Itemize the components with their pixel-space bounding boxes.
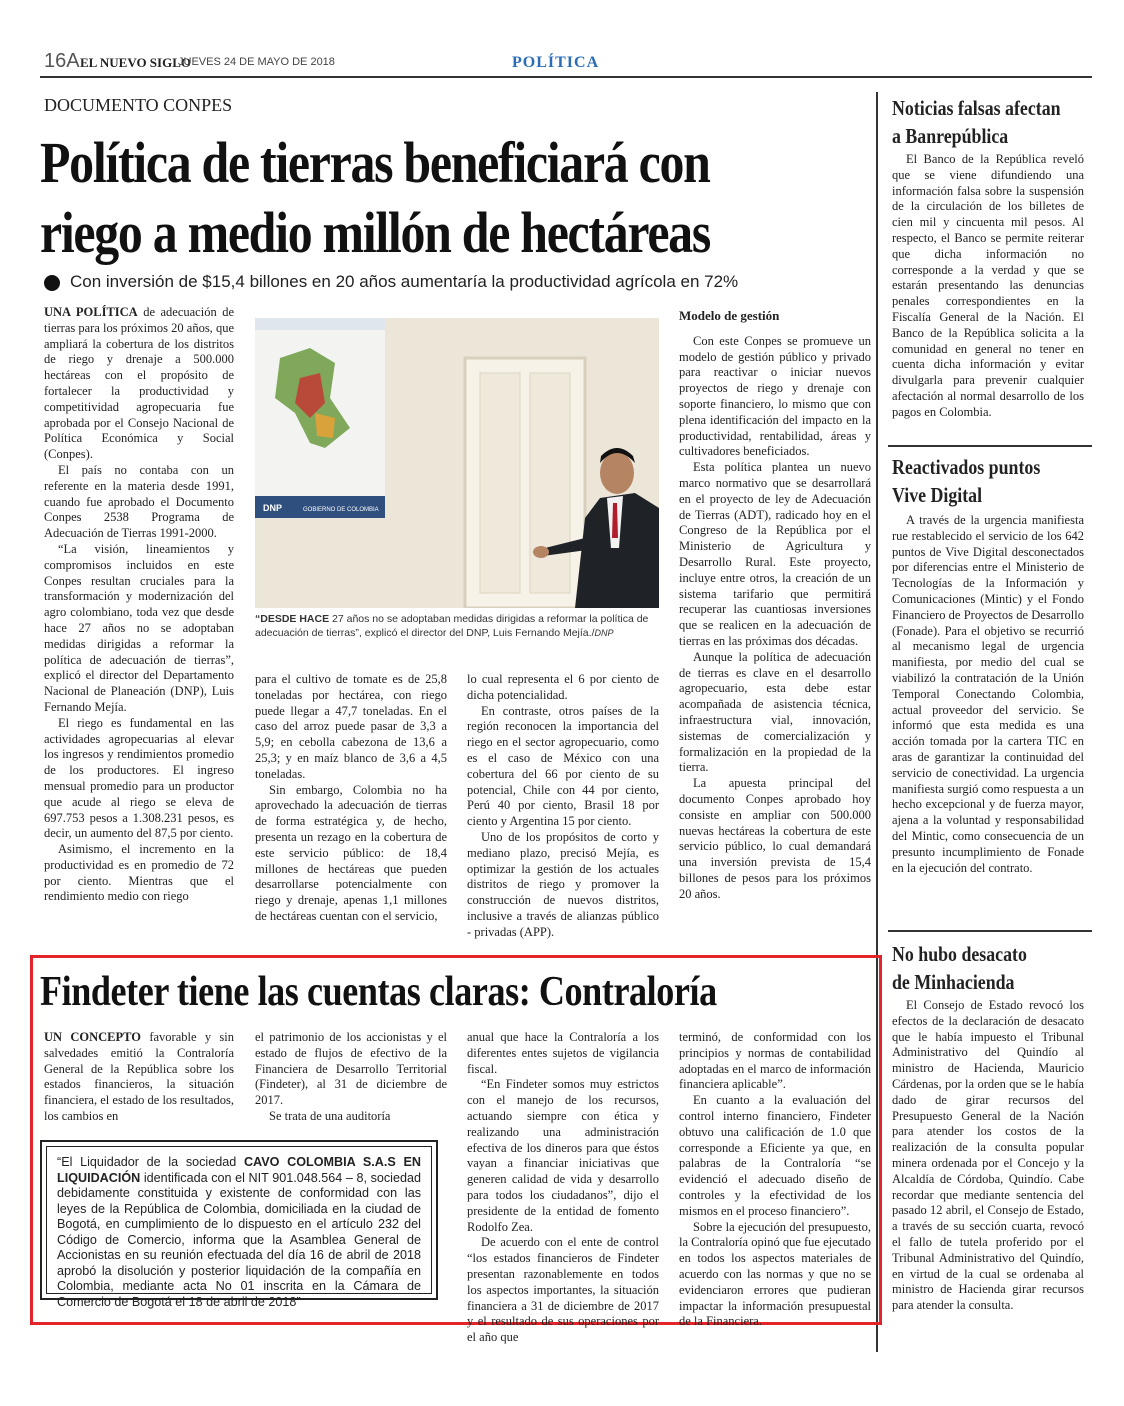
- article-photo: [255, 318, 659, 608]
- paragraph: El país no contaba con un referente en la materia desde 1991, cuando fue aprobado el Documento Conpes 2538 Programa de Adecuación de Tierras 1991-2000.: [44, 462, 234, 541]
- paragraph: El Banco de la República reveló que se viene difundiendo una información falsa sobre la suspensión de la circulación de los billetes de cien mil y cincuenta mil pesos. Al respecto, el Banco se permite reiterar que dicha información no corresponde a la verdad y que se estarán presentando las denuncias penales correspondientes en la Fiscalía General de la Nación. El Banco de la República solicita a la comunidad en general no tener en cuenta dicha información y evitar divulgarla para prevenir cualquier afectación al normal desarrollo de los pagos en Colombia.: [892, 152, 1084, 419]
- lead-in: UNA POLÍTICA: [44, 305, 138, 319]
- article-subhead: Con inversión de $15,4 billones en 20 años aumentaría la productividad agrícola en 72%: [70, 272, 739, 291]
- article-headline: [40, 128, 745, 268]
- section-name: POLÍTICA: [512, 54, 600, 71]
- heading-line: de Minhacienda: [892, 970, 1015, 994]
- lead-in: UN CONCEPTO: [44, 1030, 141, 1044]
- paragraph: La apuesta principal del documento Conpes aprobado hoy consiste en ampliar con 500.000 nuevas hectáreas la cobertura de este servicio público, lo cual demandará una inversión prevista de 15,4 billones de pesos para los próximos 20 años.: [679, 776, 871, 901]
- paragraph: “En Findeter somos muy estrictos con el manejo de los recursos, actuando siempre con ética y realizando una administración efectiva de los dineros para que éstos vayan a financiar iniciativas que generen calidad de vida y desarrollo para todos los ciudadanos”, dijo el presidente de la entidad de fomento Rodolfo Zea.: [467, 1077, 659, 1234]
- paragraph: “La visión, lineamientos y compromisos incluidos en este Conpes resultan cruciales para la transformación y modernización del agro colombiano, toda vez que desde hace 27 años no se adoptaban medidas dirigidas a reformar la política de adecuación de tierras”, explicó el director del Departamento Nacional de Planeación (DNP), Luis Fernando Mejía.: [44, 541, 234, 714]
- article-column-1: [44, 305, 234, 905]
- brief-text-1: [892, 152, 1084, 421]
- box-column-4: [679, 1030, 871, 1330]
- caption-lead: “DESDE HACE: [255, 613, 330, 625]
- paragraph: En cuanto a la evaluación del control interno financiero, Findeter obtuvo una calificación de 1.0 que corresponde a Eficiente ya que, en palabras de la Contraloría “se evidenció el adecuado diseño de controles y la efectividad de los mismos en el proceso financiero”.: [679, 1093, 871, 1218]
- paragraph: favorable y sin salvedades emitió la Contraloría General de la República sobre los estados financieros, la situación financiera, el estado de los resultados, los cambios en: [44, 1030, 235, 1123]
- paragraph: para el cultivo de tomate es de 25,8 toneladas por hectárea, con riego puede llegar a 47,7 toneladas. En el caso del arroz puede pasar de 3,3 a 5,9; en cebolla cabezona de 13,6 a 25,3; y en maíz blanco de 3,6 a 4,5 toneladas.: [255, 672, 447, 781]
- brief-heading-2: [892, 453, 1062, 509]
- headline-line-1: Política de tierras beneficiará con: [40, 130, 710, 195]
- heading-line: Noticias falsas afectan: [892, 96, 1061, 120]
- photo-illustration: [255, 318, 659, 608]
- paragraph: El riego es fundamental en las actividades agropecuarias al elevar los ingresos y rendimientos promedio de los productores. El ingreso mensual promedio para un productor que acude al riego se eleva de 697.753 pesos a 1.308.231 pesos, es decir, un aumento del 87,5 por ciento.: [44, 715, 234, 841]
- brief-text-3: [892, 998, 1084, 1314]
- issue-date: JUEVES 24 DE MAYO DE 2018: [178, 56, 335, 68]
- legal-notice-text: [46, 1146, 432, 1309]
- heading-line: No hubo desacato: [892, 942, 1027, 966]
- box-column-1: [44, 1030, 234, 1125]
- legal-notice: [40, 1140, 438, 1309]
- notice-company: CAVO COLOMBIA S.A.S EN LIQUIDACIÓN: [57, 1155, 421, 1185]
- brief-text-2: [892, 513, 1084, 876]
- paragraph: En contraste, otros países de la región reconocen la importancia del riego en el sector agropecuario, como es el caso de México con una cobertura del 66 por ciento de su potencial, Chile con 44 por ciento, Perú 40 por ciento, Brasil 18 por ciento y Argentina 15 por ciento.: [467, 703, 659, 829]
- article-column-2: [255, 672, 447, 925]
- photo-caption: [255, 612, 659, 640]
- paragraph: De acuerdo con el ente de control “los estados financieros de Findeter presentan razonablemente en todos los aspectos importantes, la situación financiera a 31 de diciembre de 2017 y el resultado de sus operaciones por el año que: [467, 1235, 659, 1345]
- paragraph: Asimismo, el incremento en la productividad es en promedio de 72 por ciento. Mientras que el rendimiento medio con riego: [44, 842, 234, 904]
- paragraph: Esta política plantea un nuevo marco normativo que se desarrollará en el proyecto de ley de Adecuación de Tierras (ADT), radicado hoy en el Congreso de la República por el Ministerio de Agricultura y Desarrollo Rural. Este proyecto, incluye entre otros, la creación de un sistema tarifario que permitirá recuperar las cuantiosas inversiones que se realicen en la adecuación de tierras en las próximas dos décadas.: [679, 460, 871, 648]
- paragraph: terminó, de conformidad con los principios y normas de contabilidad adoptadas en el marco de información financiera aplicable”.: [679, 1030, 871, 1092]
- brief-heading-1: [892, 94, 1062, 150]
- brief-divider: [888, 445, 1092, 447]
- headline-line-2: riego a medio millón de hectáreas: [40, 200, 710, 265]
- box-column-3: [467, 1030, 659, 1346]
- section-subhead: Modelo de gestión: [679, 308, 780, 323]
- heading-line: Reactivados puntos: [892, 455, 1041, 479]
- screen-logo-1: DNP: [263, 503, 283, 513]
- article-column-3: [467, 672, 659, 941]
- notice-text: identificada con el NIT 901.048.564 – 8, sociedad debidamente constituida y existente de conformidad con las leyes de la República de Colombia, domiciliada en la ciudad de Bogotá, en cumplimiento de lo dispuesto en el artículo 232 del Código de Comercio, informa que la Asamblea General de Accionistas en su reunión efectuada del día 16 de abril de 2018 aprobó la disolución y posterior liquidación de la compañía en Colombia, mediante acta No 01 inscrita en la Cámara de Comercio de Bogotá el 18 de abril de 2018”: [57, 1170, 421, 1309]
- brief-divider: [888, 930, 1092, 932]
- paragraph: Uno de los propósitos de corto y mediano plazo, precisó Mejía, es optimizar la gestión de los actuales distritos de riego y promover la construcción de nuevos distritos, inclusive a través de alianzas público - privadas (APP).: [467, 829, 659, 939]
- heading-line: Vive Digital: [892, 483, 983, 507]
- paragraph: A través de la urgencia manifiesta rue restablecido el servicio de los 642 puntos de Vive Digital desconectados por diferencias entre el Ministerio de Tecnologías de la Información y Comunicaciones (Mintic) y el Fondo Financiero de Proyectos de Desarrollo (Fonade). Para el objetivo se recurrió al mecanismo legal de urgencia manifiesta, por medio del cual se viabilizó la contratación de la Unión Temporal Conectando Colombia, actual proveedor del servicio. Se informó que esta medida es una acción tomada por la cartera TIC en aras de garantizar la continuidad del servicio de conectividad. La urgencia manifiesta surgió como respuesta a un hecho excepcional y de fuerza mayor, ajena a la voluntad y responsabilidad del Mintic, como consecuencia de un presunto incumplimiento de Fonade en la ejecución del contrato.: [892, 513, 1084, 875]
- paragraph: anual que hace la Contraloría a los diferentes entes sujetos de vigilancia fiscal.: [467, 1030, 659, 1076]
- paragraph: Aunque la política de adecuación de tierras es clave en el desarrollo agropecuario, esta debe estar acompañada de asistencia técnica, infraestructura vial, innovación, sistemas de comercialización y formalización en la propiedad de la tierra.: [679, 649, 871, 775]
- caption-credit: DNP: [594, 628, 614, 638]
- caption-text: 27 años no se adoptaban medidas dirigidas a reformar la política de adecuación de tierras”, explicó el director del DNP, Luis Fernando Mejía./: [255, 613, 649, 639]
- article-kicker: DOCUMENTO CONPES: [44, 95, 233, 115]
- page-number: 16A: [44, 50, 80, 72]
- bullet-icon: [44, 275, 60, 291]
- notice-text: “El Liquidador de la sociedad: [57, 1155, 244, 1169]
- paragraph: el patrimonio de los accionistas y el estado de flujos de efectivo de la Financiera de Desarrollo Territorial (Findeter), al 31 de diciembre de 2017.: [255, 1030, 447, 1108]
- screen-logo-2: GOBIERNO DE COLOMBIA: [303, 507, 379, 513]
- paragraph: El Consejo de Estado revocó los efectos de la declaración de desacato que le había impuesto el Tribunal Administrativo del Quindío al ministro de Hacienda, Mauricio Cárdenas, por la orden que se le había dado de girar recursos del Presupuesto General de la Nación para atender los costos de la realización de la consulta popular minera ordenada por el Concejo y la Alcaldía de Córdoba, Quindío. Cabe recordar que mediante sentencia del pasado 12 abril, el Consejo de Estado, a través de su sección cuarta, revocó el fallo de tutela proferido por el Tribunal Administrativo del Quindío, en virtud de la cual se ordenaba al ministro de Hacienda girar recursos para atender la consulta.: [892, 998, 1084, 1313]
- paragraph: Se trata de una auditoría: [269, 1108, 391, 1123]
- paragraph: Con este Conpes se promueve un modelo de gestión público y privado para reactivar o iniciar nuevos proyectos de riego y drenaje con soporte financiero, lo mismo que con plena identificación del impacto en la productividad, rentabilidad, áreas y cultivadores beneficiados.: [679, 333, 871, 459]
- brief-heading-3: [892, 940, 1062, 996]
- newspaper-name: EL NUEVO SIGLO: [80, 55, 191, 70]
- paragraph: lo cual representa el 6 por ciento de dicha potencialidad.: [467, 672, 659, 702]
- box-headline: Findeter tiene las cuentas claras: Contraloría: [40, 969, 717, 1015]
- paragraph: Sobre la ejecución del presupuesto, la Contraloría opinó que fue ejecutado en todos los aspectos materiales de acuerdo con las normas y que no se evidenciaron errores que pudieran impactar la información presupuestal de la Financiera.: [679, 1219, 871, 1329]
- heading-line: a Banrepública: [892, 124, 1009, 148]
- box-column-2: [255, 1030, 447, 1125]
- paragraph: Sin embargo, Colombia no ha aprovechado la adecuación de tierras de forma estratégica y, de hecho, presenta un rezago en la cobertura de este servicio público: de 18,4 millones de hectáreas que pueden desarrollarse potencialmente con riego y drenaje, apenas 1,1 millones de hectáreas cuentan con el servicio,: [255, 782, 447, 923]
- paragraph: de adecuación de tierras para los próximos 20 años, que ampliará la cobertura de los distritos de riego y drenaje a 500.000 hectáreas con el propósito de fortalecer la productividad y competitividad agropecuaria fue aprobada por el Consejo Nacional de Política Económica y Social (Conpes).: [44, 305, 234, 462]
- header-rule: [40, 76, 1092, 78]
- article-column-4: [679, 308, 871, 902]
